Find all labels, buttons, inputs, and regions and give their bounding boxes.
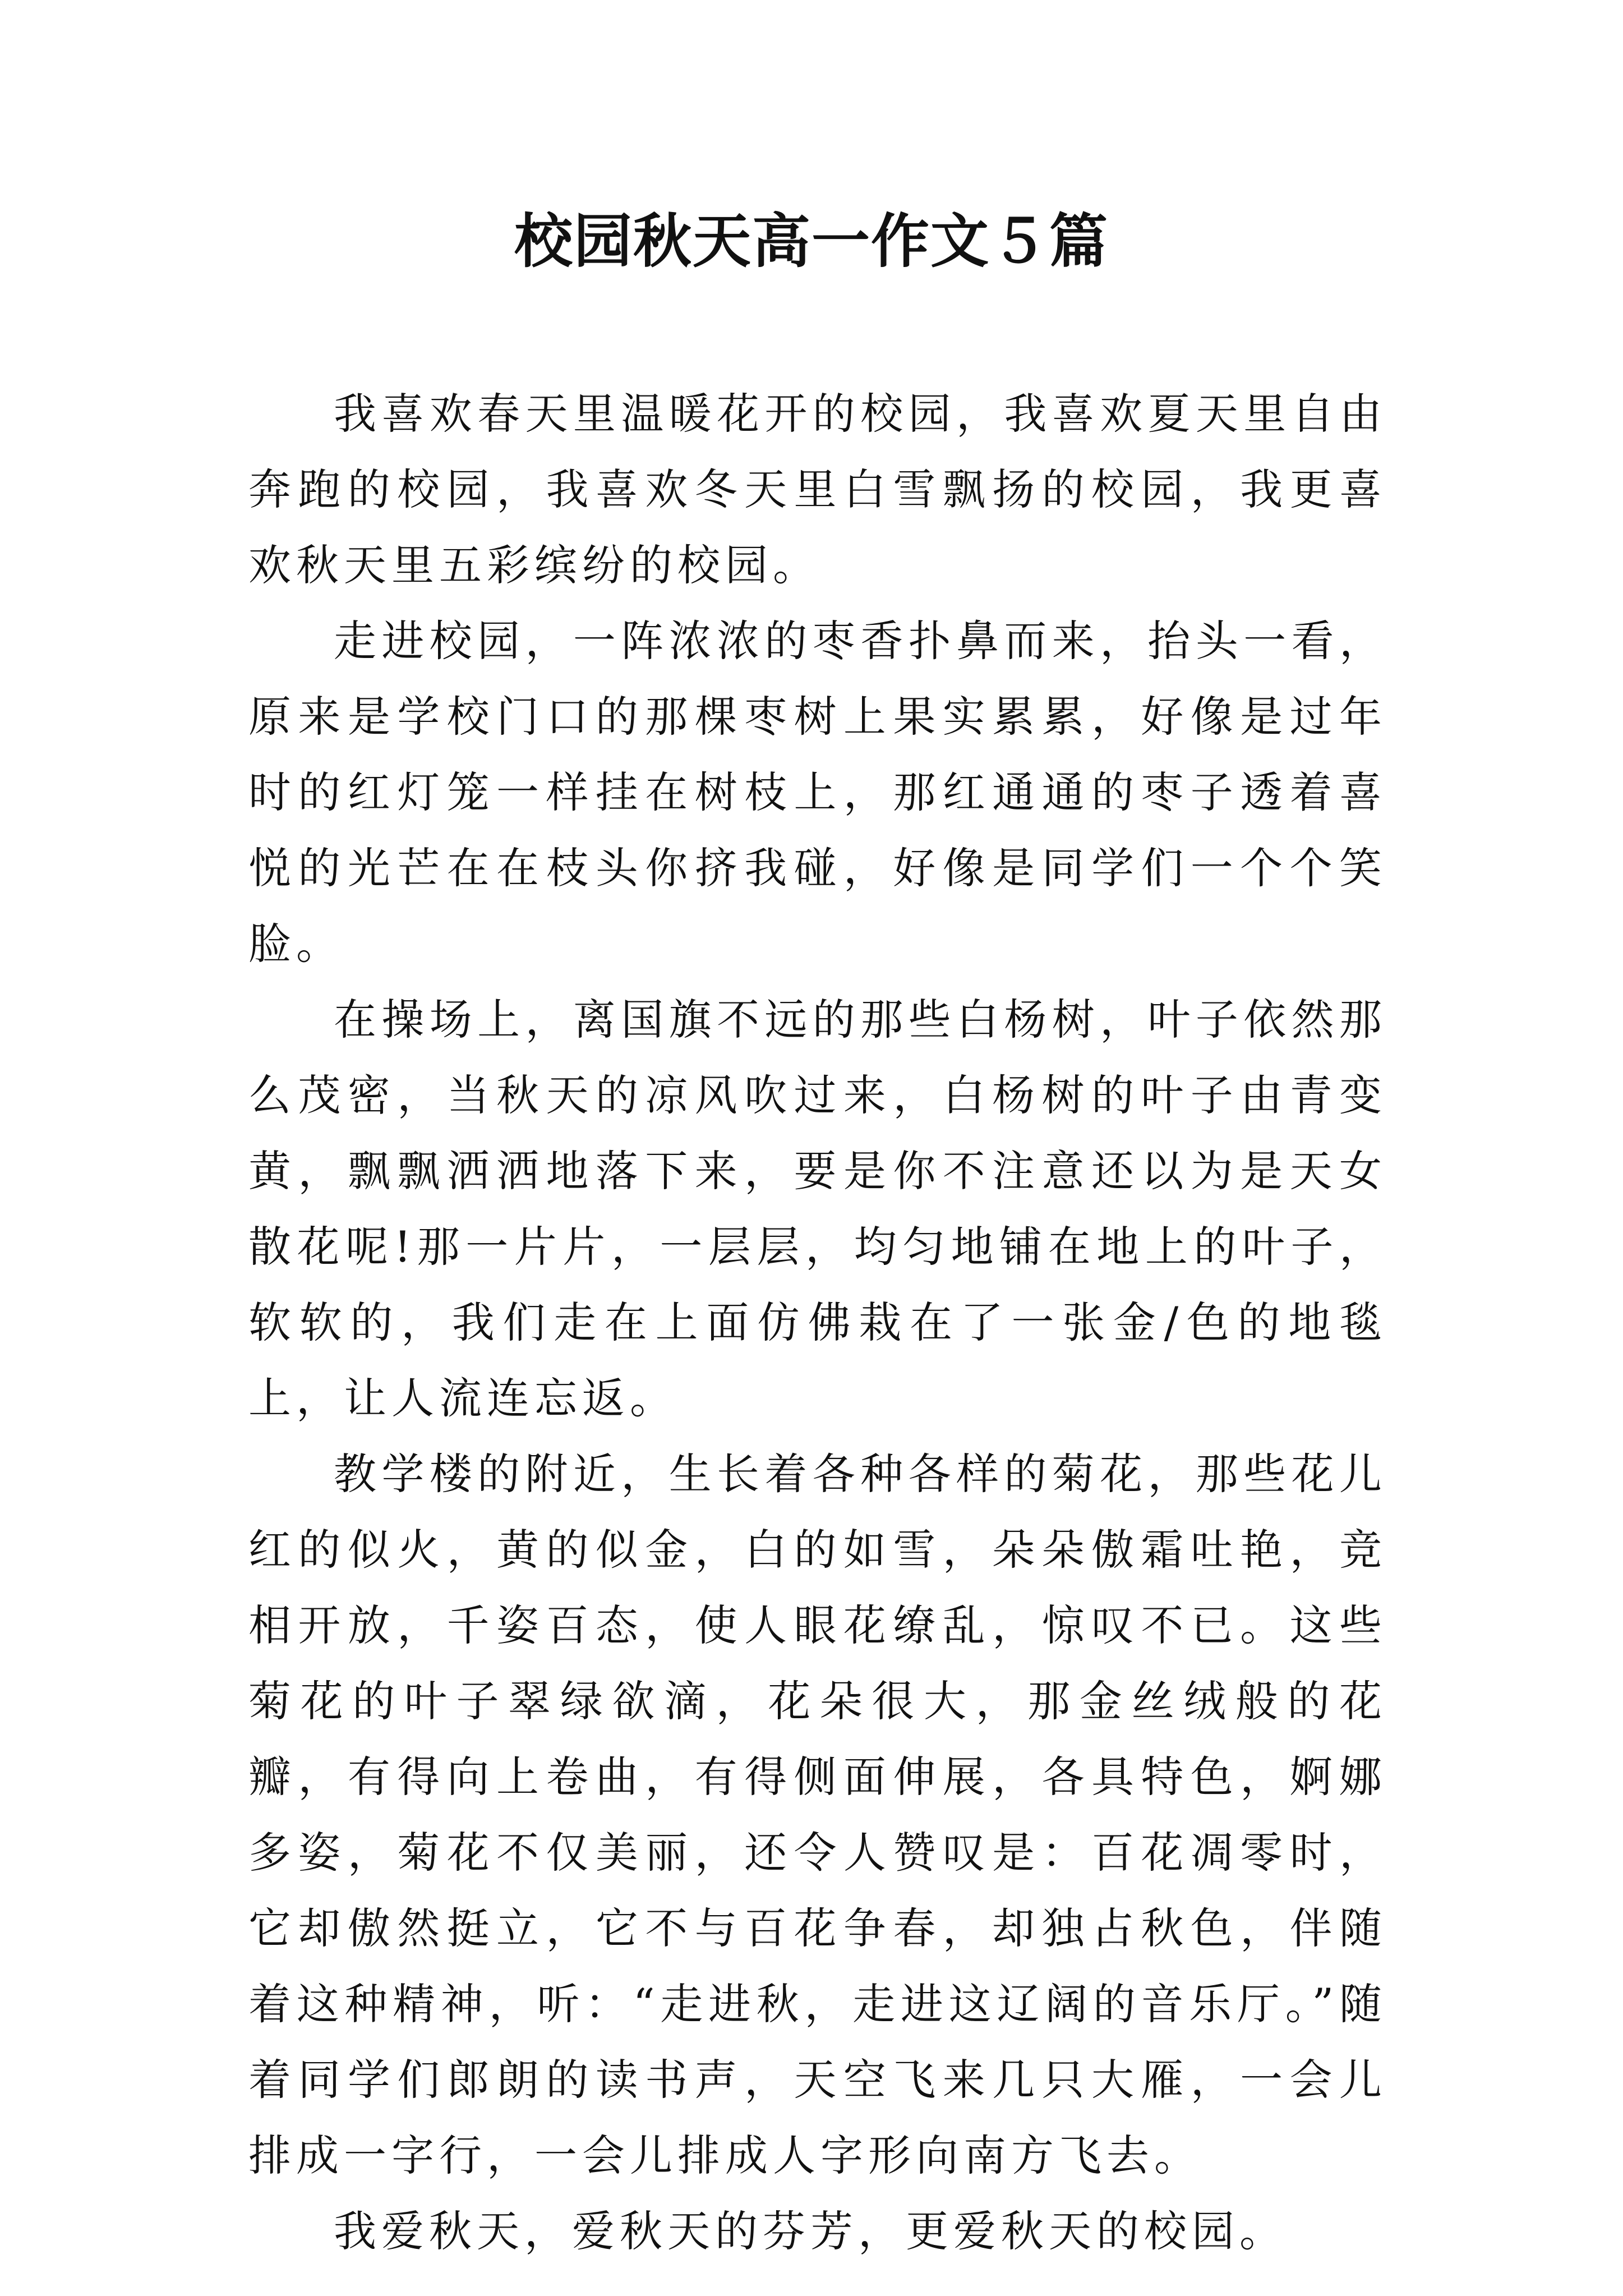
paragraph-5: 我爱秋天，爱秋天的芬芳，更爱秋天的校园。 [334, 2206, 1287, 2256]
paragraph-2: 走进校园，一阵浓浓的枣香扑鼻而来，抬头一看，原来是学校门口的那棵枣树上果实累累，好像是过年时的红灯笼一样挂在树枝上，那红通通的枣子透着喜悦的光芒在在枝头你挤我碰，好像是同学们一个个笑脸。 [248, 616, 1387, 969]
paragraph-4: 教学楼的附近，生长着各种各样的菊花，那些花儿红的似火，黄的似金，白的如雪，朵朵傲霜吐艳，竞相开放，千姿百态，使人眼花缭乱，惊叹不已。这些菊花的叶子翠绿欲滴，花朵很大，那金丝绒般的花瓣，有得向上卷曲，有得侧面伸展，各具特色，婀娜多姿，菊花不仅美丽，还令人赞叹是：百花凋零时，它却傲然挺立，它不与百花争春，却独占秋色，伴随着这种精神，听：“走进秋，走进这辽阔的音乐厅。”随着同学们郎朗的读书声，天空飞来几只大雁，一会儿排成一字行，一会儿排成人字形向南方飞去。 [248, 1449, 1387, 2180]
paragraph-1: 我喜欢春天里温暖花开的校园，我喜欢夏天里自由奔跑的校园，我喜欢冬天里白雪飘扬的校园，我更喜欢秋天里五彩缤纷的校园。 [248, 389, 1387, 590]
document-title: 校园秋天高一作文５篇 [514, 206, 1109, 275]
document-body [248, 376, 1387, 2269]
paragraph-3: 在操场上，离国旗不远的那些白杨树，叶子依然那么茂密，当秋天的凉风吹过来，白杨树的叶子由青变黄，飘飘洒洒地落下来，要是你不注意还以为是天女散花呢!那一片片，一层层，均匀地铺在地上的叶子，软软的，我们走在上面仿佛栽在了一张金/色的地毯上，让人流连忘返。 [248, 995, 1387, 1423]
